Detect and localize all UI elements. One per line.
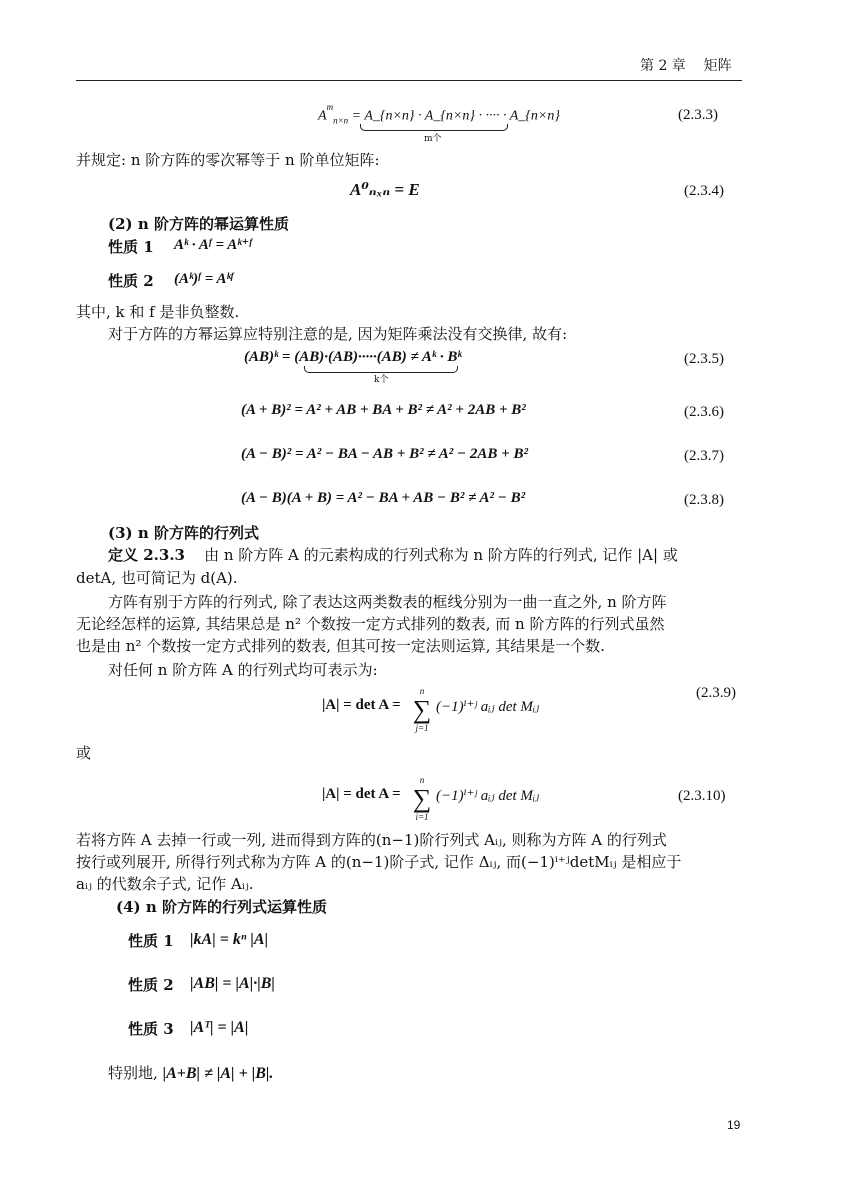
eq-number-2-3-8: (2.3.8) <box>684 492 724 508</box>
prop-1-formula: Aᵏ · Aᶠ = Aᵏ⁺ᶠ <box>174 237 253 253</box>
brace-label-k: k个 <box>374 375 389 385</box>
nonnegative-note: 其中, k 和 f 是非负整数. <box>76 303 240 321</box>
eq-number-2-3-5: (2.3.5) <box>684 351 724 367</box>
eq-lhs-sup: m <box>326 102 334 112</box>
eq-9-rhs: (−1)ⁱ⁺ʲ aᵢⱼ det Mᵢⱼ <box>436 699 540 715</box>
zero-power-text: 并规定: n 阶方阵的零次幂等于 n 阶单位矩阵: <box>76 151 380 169</box>
running-header <box>640 58 732 75</box>
chapter-number: 第 2 章 <box>640 58 686 74</box>
det-expansion-intro: 对任何 n 阶方阵 A 的行列式均可表示为: <box>108 661 378 679</box>
special-formula: |A+B| ≠ |A| + |B|. <box>162 1065 274 1082</box>
det-prop-1-formula: |kA| = kⁿ |A| <box>190 931 269 948</box>
sum-bottom-9: j=1 <box>415 722 429 733</box>
prop-1-label: 性质 1 <box>108 238 154 256</box>
det-para-line-1: 方阵有别于方阵的行列式, 除了表达这两类数表的框线分别为一曲一直之外, n 阶方阵 <box>108 593 667 611</box>
minor-para-line-1: 若将方阵 A 去掉一行或一列, 进而得到方阵的(n−1)阶行列式 Aᵢⱼ, 则称为方阵 A 的行列式 <box>76 831 667 849</box>
page-number: 19 <box>727 1118 741 1132</box>
section-3-heading: (3) n 阶方阵的行列式 <box>108 524 259 542</box>
section-2-heading: (2) n 阶方阵的幂运算性质 <box>108 215 289 233</box>
det-prop-2-formula: |AB| = |A|·|B| <box>190 975 275 992</box>
det-para-line-3: 也是由 n² 个数按一定方式排列的数表, 但其可按一定法则运算, 其结果是一个数. <box>76 637 606 655</box>
eq-number-2-3-10: (2.3.10) <box>678 788 726 804</box>
special-case <box>108 1064 273 1083</box>
sum-top-9: n <box>419 686 425 696</box>
det-prop-3-formula: |Aᵀ| = |A| <box>190 1019 249 1036</box>
special-label: 特别地, <box>108 1064 158 1082</box>
eq-number-2-3-9: (2.3.9) <box>696 685 736 701</box>
or-word: 或 <box>76 744 92 762</box>
eq-lhs: A <box>318 108 327 124</box>
prop-2-formula: (Aᵏ)ᶠ = Aᵏᶠ <box>174 271 234 287</box>
equation-2-3-10 <box>322 785 401 803</box>
minor-para-line-2: 按行或列展开, 所得行列式称为方阵 A 的(n−1)阶子式, 记作 Δᵢⱼ, 而(−1)ⁱ⁺ʲdetMᵢⱼ 是相应于 <box>76 853 682 871</box>
det-prop-2-label: 性质 2 <box>128 976 174 994</box>
sum-symbol-9 <box>410 686 434 734</box>
minor-para-line-3: aᵢⱼ 的代数余子式, 记作 Aᵢⱼ. <box>76 875 254 893</box>
equation-2-3-4: A⁰ₙₓₙ = E <box>350 180 420 199</box>
definition-text-2: detA, 也可简记为 d(A). <box>76 569 238 587</box>
equation-2-3-7: (A − B)² = A² − BA − AB + B² ≠ A² − 2AB + B² <box>241 446 528 462</box>
equation-2-3-6: (A + B)² = A² + AB + BA + B² ≠ A² + 2AB + B² <box>241 402 526 418</box>
eq-number-2-3-6: (2.3.6) <box>684 404 724 420</box>
sigma-icon: ∑ <box>412 783 432 813</box>
sum-bottom-10: i=1 <box>415 811 429 822</box>
underbrace-m <box>360 124 508 131</box>
eq-10-rhs: (−1)ⁱ⁺ʲ aᵢⱼ det Mᵢⱼ <box>436 788 540 804</box>
eq-10-lhs: |A| = det A = <box>322 786 401 802</box>
det-para-line-2: 无论经怎样的运算, 其结果总是 n² 个数按一定方式排列的数表, 而 n 阶方阵的行列式虽然 <box>76 615 665 633</box>
det-prop-1-label: 性质 1 <box>128 932 174 950</box>
equation-2-3-8: (A − B)(A + B) = A² − BA + AB − B² ≠ A² − B² <box>241 490 526 506</box>
brace-label-m: m个 <box>424 134 442 144</box>
eq-9-lhs: |A| = det A = <box>322 697 401 713</box>
equation-2-3-9 <box>322 696 401 714</box>
chapter-title: 矩阵 <box>703 58 732 74</box>
definition-2-3-3 <box>108 546 742 564</box>
equation-2-3-5: (AB)ᵏ = (AB)·(AB)·····(AB) ≠ Aᵏ · Bᵏ <box>244 349 462 365</box>
underbrace-k <box>304 366 458 373</box>
definition-label: 定义 2.3.3 <box>108 546 185 564</box>
power-intro: 对于方阵的方幂运算应特别注意的是, 因为矩阵乘法没有交换律, 故有: <box>108 325 568 343</box>
eq-number-2-3-3: (2.3.3) <box>678 107 718 123</box>
section-4-heading: (4) n 阶方阵的行列式运算性质 <box>116 898 327 916</box>
eq-factors: = A_{n×n} · A_{n×n} · ···· · A_{n×n} <box>351 108 560 124</box>
sum-symbol-10 <box>410 775 434 823</box>
header-rule <box>76 80 742 81</box>
eq-number-2-3-7: (2.3.7) <box>684 448 724 464</box>
det-prop-3-label: 性质 3 <box>128 1020 174 1038</box>
sigma-icon: ∑ <box>412 694 432 724</box>
eq-number-2-3-4: (2.3.4) <box>684 183 724 199</box>
definition-text-1: 由 n 阶方阵 A 的元素构成的行列式称为 n 阶方阵的行列式, 记作 |A| 或 <box>204 546 678 564</box>
sum-top-10: n <box>419 775 425 785</box>
prop-2-label: 性质 2 <box>108 272 154 290</box>
eq-lhs-sub: n×n <box>333 115 349 126</box>
